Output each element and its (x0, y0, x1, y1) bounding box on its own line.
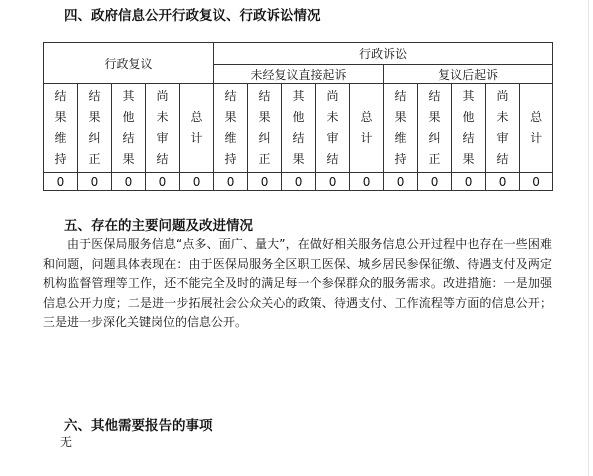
value-cell: 0 (452, 173, 486, 191)
col-result-maintained: 结果维持 (384, 84, 418, 173)
value-cell: 0 (44, 173, 78, 191)
value-cell: 0 (180, 173, 214, 191)
col-result-maintained: 结果维持 (44, 84, 78, 173)
value-cell: 0 (78, 173, 112, 191)
col-other-results: 其他结果 (112, 84, 146, 173)
col-other-results: 其他结果 (282, 84, 316, 173)
value-cell: 0 (316, 173, 350, 191)
col-pending: 尚未审结 (486, 84, 520, 173)
section-5-title: 五、存在的主要问题及改进情况 (64, 218, 253, 234)
review-litigation-table (43, 42, 553, 191)
section-5-body: 由于医保局服务信息“点多、面广、量大”，在做好相关服务信息公开过程中也存在一些困难和问题，问题具体表现在：由于医保局服务全区职工医保、城乡居民参保征缴、待遇支付及两定机构监督管理等工作，还不能完全及时的满足每一个参保群众的服务需求。改进措施：一是加强信息公开力度；二是进一步拓展社会公众关心的政策、待遇支付、工作流程等方面的信息公开；三是进一步深化关键岗位的信息公开。 (43, 237, 552, 329)
header-direct-litigation: 未经复议直接起诉 (214, 65, 384, 84)
value-cell: 0 (282, 173, 316, 191)
value-cell: 0 (248, 173, 282, 191)
col-total: 总计 (350, 84, 384, 173)
col-total: 总计 (180, 84, 214, 173)
value-cell: 0 (146, 173, 180, 191)
col-pending: 尚未审结 (146, 84, 180, 173)
section-6-title: 六、其他需要报告的事项 (64, 418, 213, 434)
header-administrative-litigation: 行政诉讼 (214, 43, 553, 65)
section-6-body: 无 (60, 435, 73, 449)
col-pending: 尚未审结 (316, 84, 350, 173)
col-result-corrected: 结果纠正 (418, 84, 452, 173)
value-cell: 0 (418, 173, 452, 191)
col-result-corrected: 结果纠正 (78, 84, 112, 173)
value-cell: 0 (214, 173, 248, 191)
section-4-title: 四、政府信息公开行政复议、行政诉讼情况 (64, 8, 321, 24)
value-cell: 0 (486, 173, 520, 191)
page-edge-line (588, 0, 589, 476)
header-administrative-review: 行政复议 (44, 43, 214, 84)
value-cell: 0 (384, 173, 418, 191)
value-cell: 0 (112, 173, 146, 191)
header-litigation-after-review: 复议后起诉 (384, 65, 553, 84)
col-other-results: 其他结果 (452, 84, 486, 173)
value-cell: 0 (520, 173, 553, 191)
col-result-corrected: 结果纠正 (248, 84, 282, 173)
col-result-maintained: 结果维持 (214, 84, 248, 173)
value-cell: 0 (350, 173, 384, 191)
col-total: 总计 (520, 84, 553, 173)
